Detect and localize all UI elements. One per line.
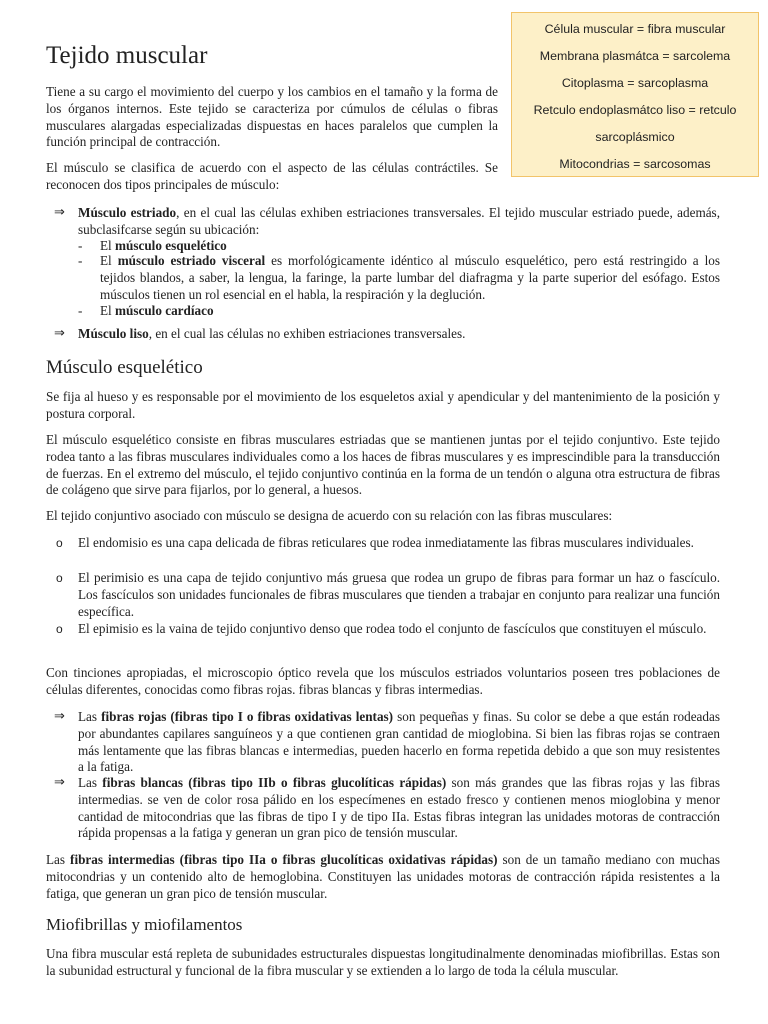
dash-bullet: - <box>78 303 83 318</box>
term: Músculo estriado <box>78 205 177 220</box>
dash-bullet: - <box>78 253 83 268</box>
arrow-icon: ⇒ <box>54 205 65 220</box>
list-item-smooth: ⇒ Músculo liso, en el cual las células no exhiben estriaciones transversales. <box>54 326 466 341</box>
paragraph: Se fija al hueso y es responsable por el movimiento de los esqueletos axial y apendicular y del mantenimiento de la posición y postura corporal. <box>46 389 720 421</box>
term: Músculo liso <box>78 326 149 341</box>
page-title: Tejido muscular <box>46 42 208 69</box>
paragraph: El músculo esquelético consiste en fibras musculares estriadas que se mantienen juntas por el tejido conjuntivo. Este tejido rodea tanto a las fibras musculares individuales como a los haces de fibras musculares y es imprescindible para la transducción de fuerzas. En el extremo del músculo, el tejido conjuntivo continúa en la forma de un tendón o alguna otra estructura de fibras de colágeno que sirve para fijarlos, por lo general, a huesos. <box>46 432 720 498</box>
callout-line: Mitocondrias = sarcosomas <box>559 157 711 171</box>
circle-bullet: o <box>56 622 63 636</box>
paragraph-intermediate-fibers: Las fibras intermedias (fibras tipo IIa o fibras glucolíticas oxidativas rápidas) son de un tamaño mediano con muchas mitocondrias y un contenido alto de hemoglobina. Constituyen las unidades motoras de contracción rápida resistentes a la fatiga, que generan un gran pico de tensión muscular. <box>46 852 720 901</box>
sub-list-item: - El músculo esquelético <box>78 238 227 253</box>
callout-line: Retculo endoplasmátco liso = retculo <box>533 103 737 117</box>
paragraph: El tejido conjuntivo asociado con músculo se designa de acuerdo con su relación con las fibras musculares: <box>46 508 613 523</box>
bullet-list-item: o El perimisio es una capa de tejido conjuntivo más gruesa que rodea un grupo de fibras para formar un haz o fascículo. Los fascículos son unidades funcionales de fibras musculares que tienden a trabajar en conjunto para realizar una función específica. <box>56 570 720 619</box>
paragraph: Con tinciones apropiadas, el microscopio óptico revela que los músculos estriados voluntarios poseen tres poblaciones de células diferentes, conocidas como fibras rojas. fibras blancas y fibras intermedias. <box>46 665 720 697</box>
sub-list-item: - El músculo estriado visceral es morfológicamente idéntico al músculo esquelético, pero está restringido a los tejidos blandos, a saber, la lengua, la faringe, la parte lumbar del diafragma y la parte superior del esófago. Estos músculos tienen un rol esencial en el habla, la respiración y la deglución. <box>78 253 720 302</box>
dash-bullet: - <box>78 238 83 253</box>
section-heading: Músculo esquelético <box>46 357 203 378</box>
list-item-striated: ⇒ Músculo estriado, en el cual las células exhiben estriaciones transversales. El tejido muscular estriado puede, además, subclasifcarse según su ubicación: <box>54 205 720 237</box>
intro-paragraph: Tiene a su cargo el movimiento del cuerpo y los cambios en el tamaño y la forma de los órganos internos. Este tejido se caracteriza por cúmulos de células o fibras musculares alargadas especializadas dispuestas en haces paralelos que cumplen la función principal de contracción. <box>46 84 498 150</box>
callout-line: Célula muscular = fibra muscular <box>544 22 726 36</box>
bullet-list-item: o El endomisio es una capa delicada de fibras reticulares que rodea inmediatamente las fibras musculares individuales. <box>56 535 694 550</box>
section-heading: Miofibrillas y miofilamentos <box>46 915 243 934</box>
arrow-icon: ⇒ <box>54 775 65 790</box>
bullet-list-item: o El epimisio es la vaina de tejido conjuntivo denso que rodea todo el conjunto de fascículos que constituyen el músculo. <box>56 621 707 636</box>
terminology-callout <box>511 12 759 177</box>
list-item-white-fibers: ⇒ Las fibras blancas (fibras tipo IIb o fibras glucolíticas rápidas) son más grandes que las fibras rojas y las fibras intermedias. se ven de color rosa pálido en los especímenes en estado fresco y contienen menos mioglobina y menor cantidad de mitocondrias que las fibras de tipo I y de tipo IIa. Estas fibras integran las unidades motoras de contracción rápida propensas a la fatiga y generan un gran pico de tensión muscular. <box>54 775 720 841</box>
circle-bullet: o <box>56 536 63 550</box>
circle-bullet: o <box>56 571 63 585</box>
callout-line: sarcoplásmico <box>595 130 675 144</box>
sub-list-item: - El músculo cardíaco <box>78 303 214 318</box>
callout-line: Membrana plasmátca = sarcolema <box>539 49 731 63</box>
callout-line: Citoplasma = sarcoplasma <box>561 76 709 90</box>
arrow-icon: ⇒ <box>54 326 65 341</box>
paragraph: Una fibra muscular está repleta de subunidades estructurales dispuestas longitudinalmente denominadas miofibrillas. Estas son la subunidad estructural y funcional de la fibra muscular y se extienden a lo largo de toda la célula muscular. <box>46 946 720 978</box>
arrow-icon: ⇒ <box>54 709 65 724</box>
list-item-red-fibers: ⇒ Las fibras rojas (fibras tipo I o fibras oxidativas lentas) son pequeñas y finas. Su color se debe a que están rodeadas por abundantes capilares sanguíneos y a que contienen gran cantidad de mioglobina. Si bien las fibras rojas se contraen más lentamente que las fibras blancas e intermedias, pueden hacerlo en forma repetida debido a que son muy resistentes a la fatiga. <box>54 709 720 775</box>
intro-paragraph: El músculo se clasifica de acuerdo con el aspecto de las células contráctiles. Se reconocen dos tipos principales de músculo: <box>46 160 498 192</box>
